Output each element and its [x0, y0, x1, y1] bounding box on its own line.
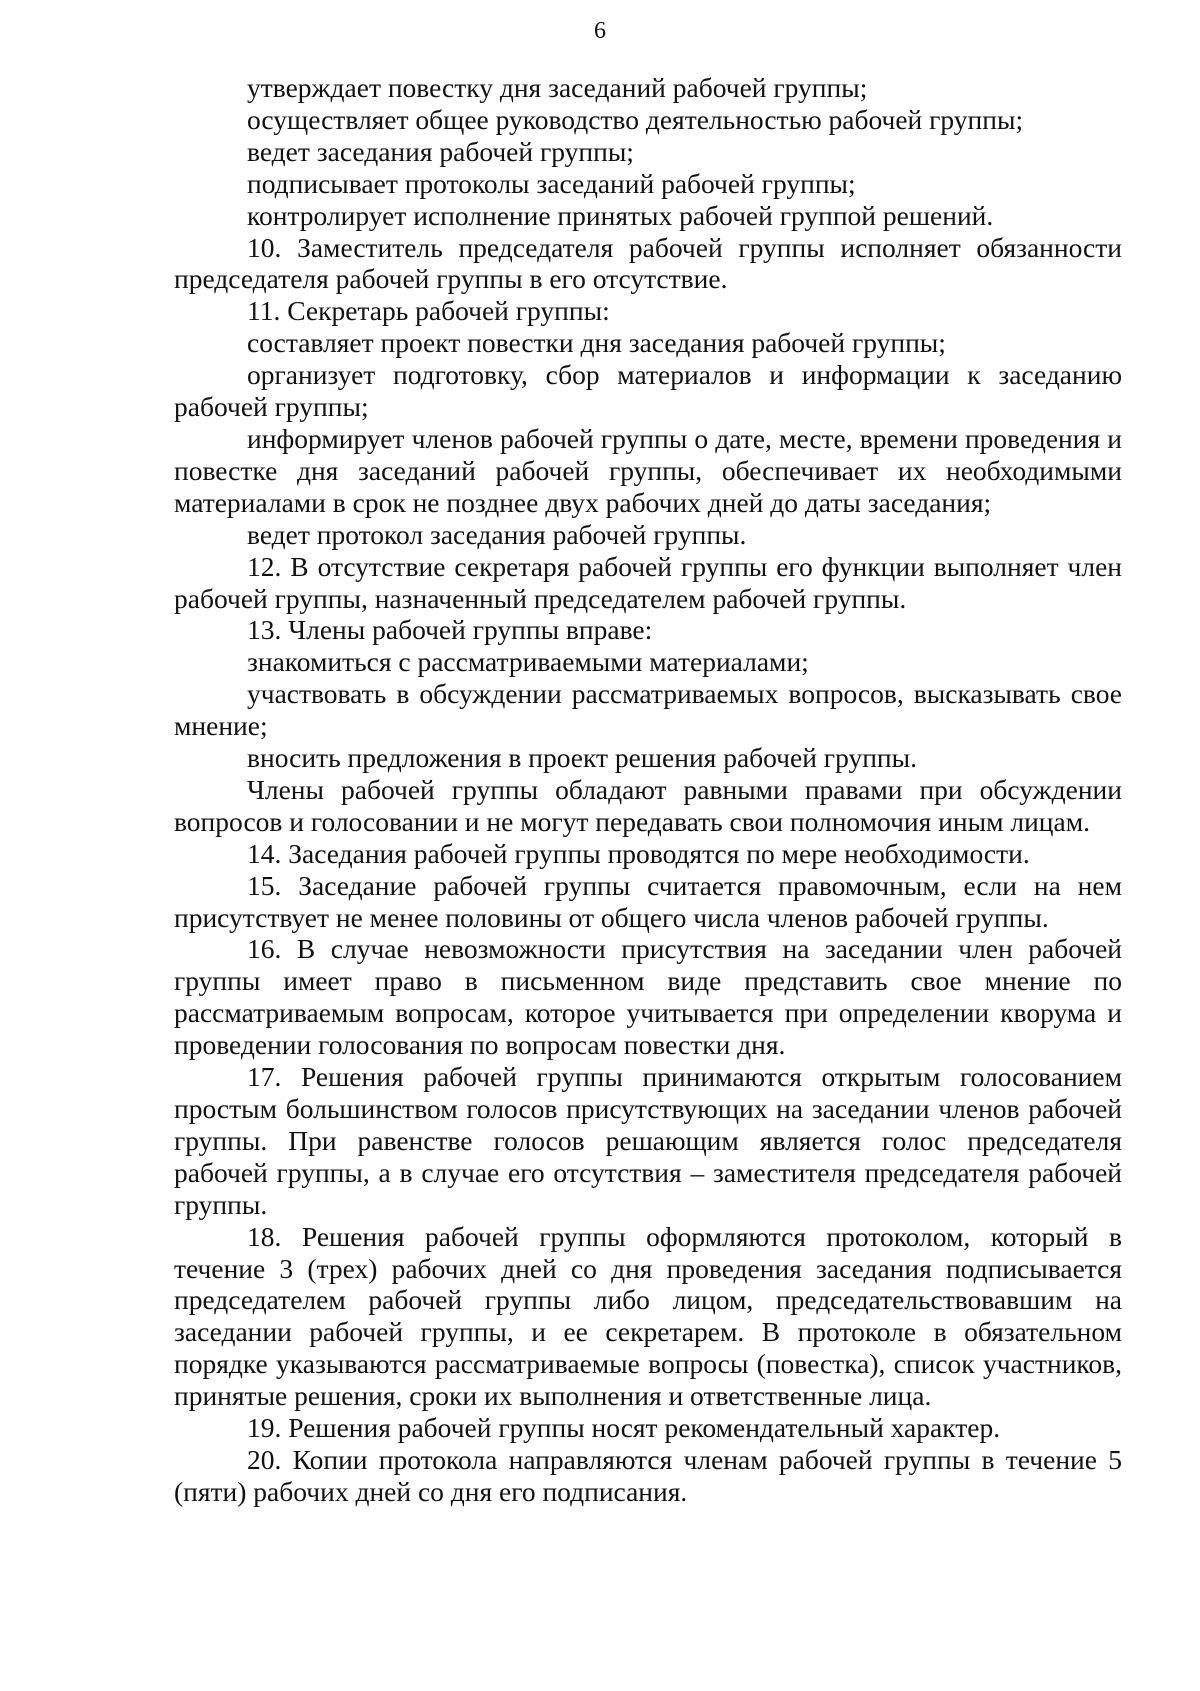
paragraph: 14. Заседания рабочей группы проводятся по мере необходимости.	[247, 837, 1030, 869]
paragraph: 10. Заместитель председателя рабочей группы исполняет обязанности председателя рабочей группы в его отсутствие.	[174, 231, 1122, 295]
paragraph: организует подготовку, сбор материалов и информации к заседанию рабочей группы;	[174, 359, 1122, 423]
paragraph: 17. Решения рабочей группы принимаются открытым голосованием простым большинством голосов присутствующих на заседании членов рабочей группы. При равенстве голосов решающим является голос председателя рабочей группы, а в случае его отсутствия – заместителя председателя рабочей группы.	[174, 1061, 1122, 1220]
paragraph: подписывает протоколы заседаний рабочей группы;	[247, 167, 856, 199]
paragraph: ведет протокол заседания рабочей группы.	[247, 518, 747, 550]
paragraph: составляет проект повестки дня заседания рабочей группы;	[247, 327, 946, 359]
paragraph: осуществляет общее руководство деятельностью рабочей группы;	[247, 103, 1024, 135]
paragraph: ведет заседания рабочей группы;	[247, 135, 634, 167]
paragraph: 19. Решения рабочей группы носят рекомендательный характер.	[247, 1412, 1001, 1444]
paragraph: знакомиться с рассматриваемыми материалами;	[247, 646, 809, 678]
paragraph: 11. Секретарь рабочей группы:	[247, 295, 610, 327]
paragraph: вносить предложения в проект решения рабочей группы.	[247, 742, 918, 774]
paragraph: 18. Решения рабочей группы оформляются протоколом, который в течение 3 (трех) рабочих дней со дня проведения заседания подписывается председателем рабочей группы либо лицом, председательствовавшим на заседании рабочей группы, и ее секретарем. В протоколе в обязательном порядке указываются рассматриваемые вопросы (повестка), список участников, принятые решения, сроки их выполнения и ответственные лица.	[174, 1220, 1122, 1412]
paragraph: участвовать в обсуждении рассматриваемых вопросов, высказывать свое мнение;	[174, 678, 1122, 742]
page-number: 6	[594, 18, 606, 44]
paragraph: информирует членов рабочей группы о дате, месте, времени проведения и повестке дня заседаний рабочей группы, обеспечивает их необходимыми материалами в срок не позднее двух рабочих дней до даты заседания;	[174, 422, 1122, 518]
paragraph: утверждает повестку дня заседаний рабочей группы;	[247, 72, 868, 103]
paragraph: Члены рабочей группы обладают равными правами при обсуждении вопросов и голосовании и не могут передавать свои полномочия иным лицам.	[174, 773, 1122, 837]
paragraph: 16. В случае невозможности присутствия на заседании член рабочей группы имеет право в письменном виде представить свое мнение по рассматриваемым вопросам, которое учитывается при определении кворума и проведении голосования по вопросам повестки дня.	[174, 933, 1122, 1061]
paragraph: контролирует исполнение принятых рабочей группой решений.	[247, 199, 994, 231]
paragraph: 13. Члены рабочей группы вправе:	[247, 614, 653, 646]
paragraph: 20. Копии протокола направляются членам рабочей группы в течение 5 (пяти) рабочих дней со дня его подписания.	[174, 1443, 1122, 1507]
document-body	[174, 72, 1122, 1508]
paragraph: 12. В отсутствие секретаря рабочей группы его функции выполняет член рабочей группы, назначенный председателем рабочей группы.	[174, 550, 1122, 614]
paragraph: 15. Заседание рабочей группы считается правомочным, если на нем присутствует не менее половины от общего числа членов рабочей группы.	[174, 869, 1122, 933]
